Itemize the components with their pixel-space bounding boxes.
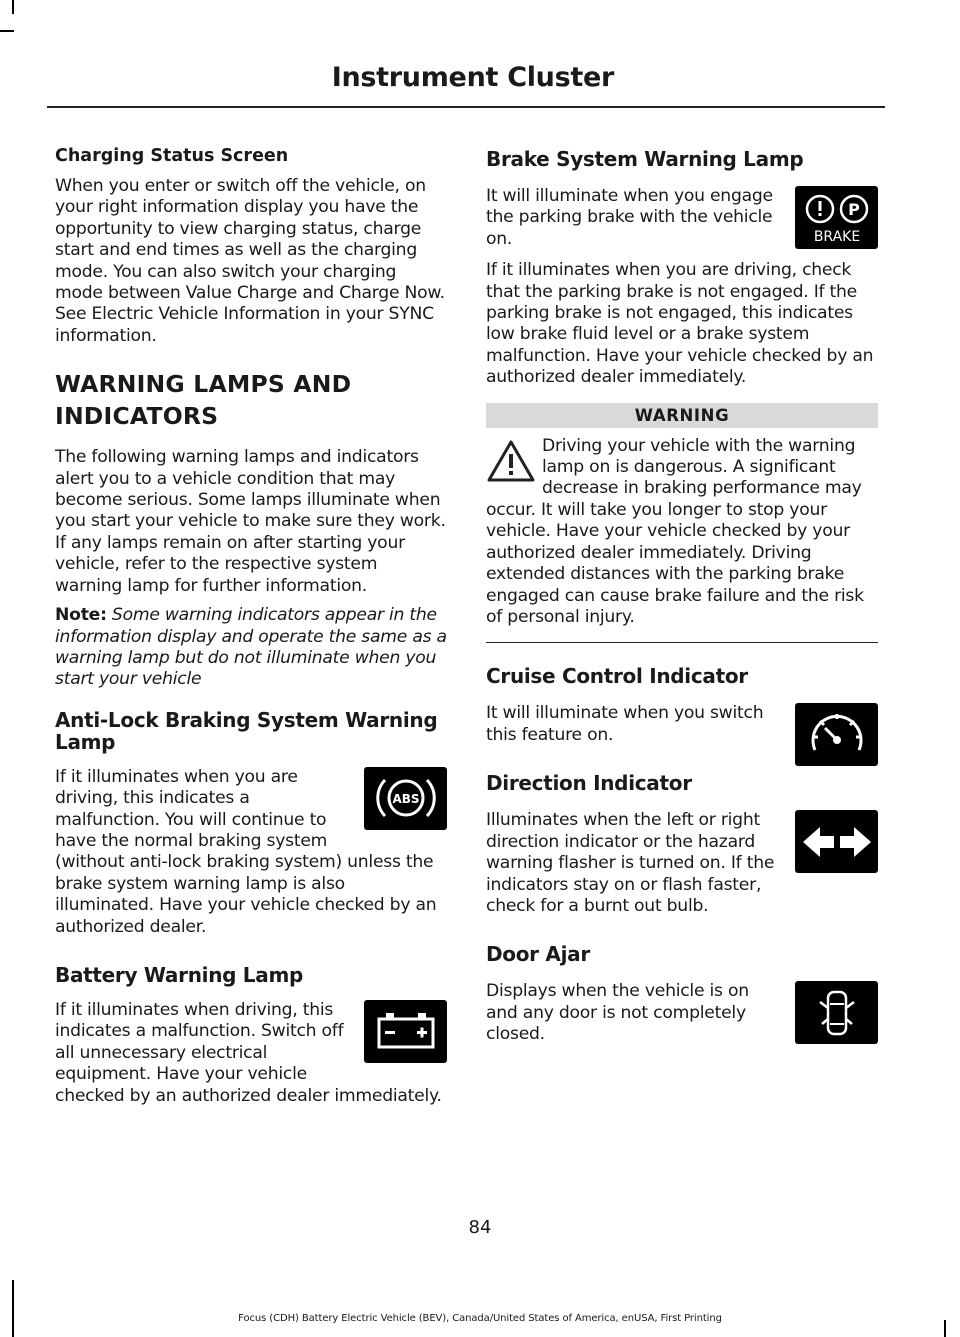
crop-mark bbox=[12, 1280, 14, 1337]
section-title-line1: WARNING LAMPS AND bbox=[55, 370, 352, 399]
warning-block bbox=[486, 436, 878, 629]
cruise-heading: Cruise Control Indicator bbox=[486, 664, 748, 689]
abs-text: If it illuminates when you are driving, this indicates a malfunction. You will continue to have the normal braking system (without anti-lock braking system) unless the brake system warning lamp is also illuminated. Have your vehicle checked by an authorized dealer. bbox=[55, 766, 437, 937]
door-ajar-heading: Door Ajar bbox=[486, 942, 590, 967]
right-column bbox=[486, 146, 878, 1050]
left-column bbox=[55, 146, 447, 1107]
brake-block bbox=[486, 186, 878, 250]
cruise-control-icon bbox=[795, 703, 878, 766]
door-ajar-block bbox=[486, 981, 878, 1045]
direction-heading: Direction Indicator bbox=[486, 771, 692, 796]
footer-text: Focus (CDH) Battery Electric Vehicle (BEV), Canada/United States of America, enUSA, First Printing bbox=[238, 1313, 722, 1324]
svg-text:P: P bbox=[847, 199, 860, 219]
cruise-block bbox=[486, 703, 878, 746]
warning-triangle-icon bbox=[486, 438, 536, 484]
door-ajar-icon bbox=[795, 981, 878, 1044]
cruise-text: It will illuminate when you switch this feature on. bbox=[486, 703, 764, 745]
brake-icon-label: BRAKE bbox=[813, 228, 860, 245]
battery-block bbox=[55, 1000, 447, 1107]
abs-heading: Anti-Lock Braking System Warning Lamp bbox=[55, 707, 438, 754]
direction-text: Illuminates when the left or right direction indicator or the hazard warning flasher is turned on. If the indicators stay on or flash faster, check for a burnt out bulb. bbox=[486, 810, 775, 916]
warning-text: Driving your vehicle with the warning lamp on is dangerous. A significant decrease in braking performance may occur. It will take you longer to stop your vehicle. Have your vehicle checked by your authorized dealer immediately. Driving extended distances with the parking brake engaged can cause brake failure and the risk of personal injury. bbox=[486, 435, 864, 627]
direction-indicator-icon bbox=[795, 810, 878, 873]
battery-warning-icon bbox=[364, 1000, 447, 1063]
brake-warning-icon bbox=[795, 186, 878, 249]
battery-heading: Battery Warning Lamp bbox=[55, 962, 304, 987]
battery-text: If it illuminates when driving, this indicates a malfunction. Switch off all unnecessary electrical equipment. Have your vehicle checked by an authorized dealer immediately. bbox=[55, 999, 442, 1106]
brake-text: It will illuminate when you engage the parking brake with the vehicle on. bbox=[486, 186, 773, 249]
direction-block bbox=[486, 810, 878, 917]
brake-heading: Brake System Warning Lamp bbox=[486, 147, 804, 171]
page-number: 84 bbox=[468, 1217, 492, 1238]
note-paragraph bbox=[55, 605, 447, 691]
crop-mark bbox=[12, 0, 14, 14]
crop-mark bbox=[0, 30, 14, 32]
door-ajar-text: Displays when the vehicle is on and any door is not completely closed. bbox=[486, 981, 749, 1045]
abs-block bbox=[55, 767, 447, 938]
warning-banner: WARNING bbox=[486, 403, 878, 428]
brake-text-2: If it illuminates when you are driving, check that the parking brake is not engaged. If the parking brake is not engaged, this indicates low brake fluid level or a brake system malfunction. Have your vehicle checked by an authorized dealer immediately. bbox=[486, 260, 874, 388]
abs-icon-label: ABS bbox=[391, 792, 420, 807]
intro-text: The following warning lamps and indicators alert you to a vehicle condition that may become serious. Some lamps illuminate when you start your vehicle to make sure they work. If any lamps remain on after starting your vehicle, refer to the respective system warning lamp for further information. bbox=[55, 447, 446, 596]
abs-warning-icon bbox=[364, 767, 447, 830]
page-title: Instrument Cluster bbox=[331, 62, 614, 93]
warning-divider bbox=[486, 642, 878, 643]
header-divider bbox=[47, 106, 885, 108]
section-title-line2: INDICATORS bbox=[55, 402, 219, 431]
charging-status-heading: Charging Status Screen bbox=[55, 146, 289, 166]
note-label: Note: bbox=[55, 605, 107, 626]
charging-status-text: When you enter or switch off the vehicle, on your right information display you have the opportunity to view charging status, charge start and end times as well as the charging mode. You can also switch your charging mode between Value Charge and Charge Now. See Electric Vehicle Information in your SYNC information. bbox=[55, 176, 445, 346]
note-text: Some warning indicators appear in the information display and operate the same as a warning lamp but do not illuminate when you start your vehicle bbox=[55, 605, 447, 690]
